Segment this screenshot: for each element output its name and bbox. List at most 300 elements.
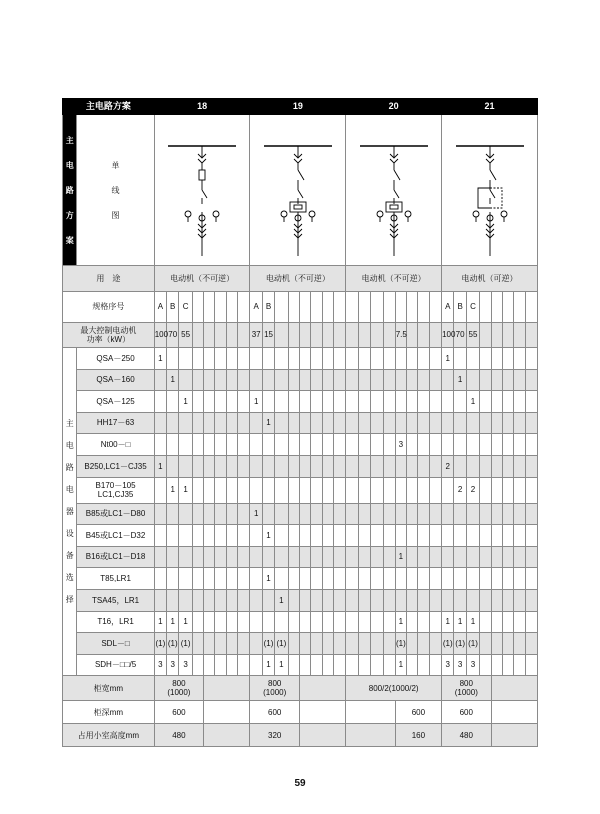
grid-cell (226, 589, 237, 611)
grid-cell (454, 568, 466, 590)
grid-cell (371, 369, 384, 391)
single-line-diagram (162, 120, 242, 260)
scheme-diagram-cell (154, 115, 250, 266)
grid-cell (167, 525, 179, 547)
grid-cell (204, 434, 215, 456)
grid-cell (167, 455, 179, 477)
scheme-number: 19 (250, 99, 346, 115)
grid-cell (514, 503, 525, 525)
grid-cell: 1 (179, 477, 192, 503)
grid-cell (466, 348, 479, 370)
grid-cell (333, 568, 345, 590)
grid-cell (514, 654, 525, 676)
grid-cell: 1 (250, 391, 262, 413)
grid-cell (384, 434, 395, 456)
empty-cell (491, 701, 537, 724)
grid-cell (333, 292, 345, 323)
grid-cell (514, 546, 525, 568)
grid-cell (192, 525, 203, 547)
empty-cell (204, 724, 250, 747)
grid-cell (442, 546, 454, 568)
grid-cell (346, 589, 358, 611)
width-row-value: 800 (1000) (442, 676, 491, 701)
grid-cell: 1 (179, 611, 192, 633)
grid-cell (346, 568, 358, 590)
scheme-number: 20 (346, 99, 442, 115)
grid-cell (322, 412, 333, 434)
usage-label: 用 途 (63, 266, 155, 292)
grid-cell (299, 611, 310, 633)
grid-cell (480, 348, 491, 370)
grid-cell: 1 (442, 611, 454, 633)
grid-cell: 1 (442, 348, 454, 370)
grid-cell (371, 503, 384, 525)
grid-cell (429, 611, 441, 633)
grid-cell (179, 589, 192, 611)
grid-cell (502, 525, 513, 547)
grid-cell (204, 369, 215, 391)
grid-cell: A (154, 292, 166, 323)
grid-cell: C (466, 292, 479, 323)
grid-cell (502, 568, 513, 590)
grid-cell (311, 455, 322, 477)
device-name: QSA－160 (77, 369, 154, 391)
diagram-label-char: 图 (111, 210, 120, 220)
grid-cell (346, 323, 358, 348)
grid-cell (226, 323, 237, 348)
device-row (63, 589, 538, 611)
grid-cell (333, 654, 345, 676)
width-row-value: 800/2(1000/2) (346, 676, 442, 701)
grid-cell (215, 348, 226, 370)
grid-cell: (1) (454, 633, 466, 655)
grid-cell (288, 589, 299, 611)
grid-cell (311, 525, 322, 547)
grid-cell (215, 568, 226, 590)
grid-cell (192, 503, 203, 525)
device-name: B45或LC1－D32 (77, 525, 154, 547)
grid-cell (250, 477, 262, 503)
grid-cell (167, 589, 179, 611)
grid-cell (250, 633, 262, 655)
device-name: Nt00－□ (77, 434, 154, 456)
grid-cell (346, 412, 358, 434)
grid-cell (322, 611, 333, 633)
grid-cell (322, 369, 333, 391)
grid-cell: 1 (454, 611, 466, 633)
grid-cell: 3 (442, 654, 454, 676)
grid-cell (204, 412, 215, 434)
grid-cell (407, 292, 418, 323)
grid-cell (466, 455, 479, 477)
grid-cell: A (250, 292, 262, 323)
grid-cell (371, 455, 384, 477)
device-name: SDL－□ (77, 633, 154, 655)
grid-cell (299, 323, 310, 348)
grid-cell (262, 391, 274, 413)
grid-cell (371, 434, 384, 456)
grid-cell (466, 546, 479, 568)
grid-cell: 1 (167, 369, 179, 391)
empty-cell (346, 701, 395, 724)
grid-cell: (1) (442, 633, 454, 655)
grid-cell (358, 455, 370, 477)
grid-cell (371, 292, 384, 323)
grid-cell: (1) (466, 633, 479, 655)
grid-cell (371, 391, 384, 413)
empty-cell (299, 724, 345, 747)
section-char: 主 (65, 135, 74, 145)
grid-cell (154, 434, 166, 456)
depth-row-label: 柜深mm (63, 701, 155, 724)
grid-cell (454, 412, 466, 434)
grid-cell (346, 503, 358, 525)
empty-cell (299, 701, 345, 724)
depth-row (63, 701, 538, 724)
grid-cell (226, 633, 237, 655)
grid-cell (418, 292, 429, 323)
grid-cell: 2 (454, 477, 466, 503)
grid-cell (179, 348, 192, 370)
grid-cell (358, 292, 370, 323)
grid-cell (514, 412, 525, 434)
grid-cell (525, 455, 538, 477)
grid-cell (429, 348, 441, 370)
grid-cell (395, 292, 406, 323)
grid-cell (491, 546, 502, 568)
grid-cell (311, 292, 322, 323)
grid-cell (204, 654, 215, 676)
grid-cell (192, 455, 203, 477)
grid-cell: 3 (154, 654, 166, 676)
grid-cell (358, 434, 370, 456)
section-char: 路 (65, 462, 74, 472)
grid-cell (204, 611, 215, 633)
device-row (63, 412, 538, 434)
grid-cell (358, 546, 370, 568)
grid-cell (215, 654, 226, 676)
grid-cell (215, 391, 226, 413)
grid-cell (502, 323, 513, 348)
grid-cell (395, 568, 406, 590)
grid-cell (204, 391, 215, 413)
grid-cell (418, 348, 429, 370)
grid-cell (491, 323, 502, 348)
grid-cell (502, 477, 513, 503)
grid-cell (154, 503, 166, 525)
grid-cell (238, 654, 250, 676)
grid-cell: A (442, 292, 454, 323)
grid-cell (179, 369, 192, 391)
grid-cell (418, 369, 429, 391)
grid-cell (454, 455, 466, 477)
grid-cell (480, 455, 491, 477)
height-row-value: 480 (442, 724, 491, 747)
grid-cell (226, 503, 237, 525)
grid-cell (288, 455, 299, 477)
grid-cell (429, 292, 441, 323)
grid-cell (407, 503, 418, 525)
grid-cell (525, 477, 538, 503)
grid-cell (333, 323, 345, 348)
grid-cell (262, 611, 274, 633)
grid-cell: B (262, 292, 274, 323)
device-row (63, 348, 538, 370)
grid-cell (179, 568, 192, 590)
grid-cell (454, 503, 466, 525)
grid-cell: 1 (395, 546, 406, 568)
grid-cell (371, 633, 384, 655)
grid-cell (466, 412, 479, 434)
grid-cell: C (179, 292, 192, 323)
grid-cell (454, 546, 466, 568)
scheme-diagram-cell (346, 115, 442, 266)
grid-cell (491, 633, 502, 655)
grid-cell (502, 348, 513, 370)
grid-cell (179, 412, 192, 434)
grid-cell: 1 (262, 654, 274, 676)
grid-cell (371, 477, 384, 503)
grid-cell (333, 546, 345, 568)
grid-cell (333, 611, 345, 633)
grid-cell (311, 546, 322, 568)
grid-cell (288, 412, 299, 434)
device-row (63, 391, 538, 413)
grid-cell (371, 546, 384, 568)
grid-cell (311, 412, 322, 434)
diagram-label-char: 线 (111, 185, 120, 195)
device-name: B170－105 LC1,CJ35 (77, 477, 154, 503)
grid-cell (192, 568, 203, 590)
grid-cell (429, 455, 441, 477)
grid-cell: 1 (454, 369, 466, 391)
grid-cell (154, 391, 166, 413)
grid-cell (358, 633, 370, 655)
single-line-diagram (258, 120, 338, 260)
grid-cell (288, 633, 299, 655)
grid-cell (288, 323, 299, 348)
grid-cell (418, 611, 429, 633)
grid-cell (204, 633, 215, 655)
grid-cell (358, 589, 370, 611)
grid-cell (491, 477, 502, 503)
grid-cell (502, 455, 513, 477)
grid-cell (215, 611, 226, 633)
grid-cell (238, 323, 250, 348)
grid-cell (407, 568, 418, 590)
grid-cell (299, 477, 310, 503)
grid-cell (371, 611, 384, 633)
grid-cell (442, 434, 454, 456)
grid-cell (322, 434, 333, 456)
grid-cell (346, 391, 358, 413)
grid-cell (204, 525, 215, 547)
grid-cell (395, 477, 406, 503)
grid-cell (418, 633, 429, 655)
grid-cell (480, 654, 491, 676)
grid-cell (250, 546, 262, 568)
grid-cell (407, 654, 418, 676)
grid-cell (466, 503, 479, 525)
grid-cell (480, 503, 491, 525)
grid-cell (154, 568, 166, 590)
device-row (63, 546, 538, 568)
grid-cell (179, 525, 192, 547)
grid-cell: (1) (179, 633, 192, 655)
grid-cell (333, 477, 345, 503)
page-number: 59 (294, 778, 306, 789)
grid-cell (333, 455, 345, 477)
grid-cell (358, 654, 370, 676)
grid-cell (299, 348, 310, 370)
grid-cell (491, 611, 502, 633)
grid-cell (371, 525, 384, 547)
grid-cell (418, 654, 429, 676)
grid-cell (371, 654, 384, 676)
grid-cell (322, 654, 333, 676)
grid-cell (454, 348, 466, 370)
device-row (63, 477, 538, 503)
grid-cell (167, 568, 179, 590)
grid-cell (299, 369, 310, 391)
grid-cell (288, 434, 299, 456)
device-name: B250,LC1－CJ35 (77, 455, 154, 477)
grid-cell (275, 369, 288, 391)
grid-cell (502, 633, 513, 655)
grid-cell (491, 589, 502, 611)
empty-cell (491, 724, 537, 747)
device-row (63, 525, 538, 547)
grid-cell (333, 369, 345, 391)
grid-cell (204, 503, 215, 525)
grid-cell (491, 525, 502, 547)
section-char: 电 (65, 484, 74, 494)
grid-cell (514, 455, 525, 477)
grid-cell (407, 633, 418, 655)
grid-cell (384, 525, 395, 547)
grid-cell (525, 633, 538, 655)
grid-cell (238, 477, 250, 503)
grid-cell (407, 412, 418, 434)
grid-cell (226, 546, 237, 568)
grid-cell (371, 323, 384, 348)
grid-cell (525, 525, 538, 547)
grid-cell (407, 546, 418, 568)
grid-cell (215, 633, 226, 655)
section-char: 路 (65, 185, 74, 195)
grid-cell (502, 503, 513, 525)
grid-cell (384, 323, 395, 348)
grid-cell (333, 503, 345, 525)
grid-cell (299, 434, 310, 456)
grid-cell (238, 503, 250, 525)
grid-cell (167, 434, 179, 456)
grid-cell (480, 434, 491, 456)
grid-cell (407, 525, 418, 547)
section-char: 选 (65, 572, 74, 582)
device-row (63, 654, 538, 676)
grid-cell (154, 369, 166, 391)
grid-cell (275, 391, 288, 413)
empty-cell (204, 701, 250, 724)
usage-value: 电动机（不可逆） (154, 266, 250, 292)
grid-cell (288, 292, 299, 323)
grid-cell (333, 391, 345, 413)
section-char: 案 (65, 235, 74, 245)
section-char: 择 (65, 594, 74, 604)
grid-cell (311, 503, 322, 525)
grid-cell (442, 568, 454, 590)
grid-cell (238, 611, 250, 633)
single-line-diagram (354, 120, 434, 260)
grid-cell (192, 589, 203, 611)
grid-cell (371, 568, 384, 590)
grid-cell (514, 477, 525, 503)
grid-cell (333, 348, 345, 370)
grid-cell (429, 589, 441, 611)
usage-value: 电动机（不可逆） (250, 266, 346, 292)
grid-cell (322, 455, 333, 477)
grid-cell (288, 611, 299, 633)
grid-cell (384, 391, 395, 413)
device-name: B16或LC1－D18 (77, 546, 154, 568)
grid-cell (395, 455, 406, 477)
grid-cell (491, 369, 502, 391)
grid-cell (358, 348, 370, 370)
grid-cell: 1 (262, 525, 274, 547)
grid-cell (346, 348, 358, 370)
grid-cell: 1 (167, 477, 179, 503)
spec-row (63, 292, 538, 323)
grid-cell (275, 434, 288, 456)
grid-cell (262, 369, 274, 391)
grid-cell (333, 434, 345, 456)
grid-cell (346, 525, 358, 547)
grid-cell (395, 525, 406, 547)
width-row-label: 柜宽mm (63, 676, 155, 701)
depth-row-value: 600 (154, 701, 203, 724)
grid-cell (502, 391, 513, 413)
grid-cell (238, 412, 250, 434)
grid-cell (407, 589, 418, 611)
grid-cell (192, 654, 203, 676)
grid-cell (215, 292, 226, 323)
grid-cell (525, 568, 538, 590)
grid-cell (192, 611, 203, 633)
grid-cell (226, 455, 237, 477)
grid-cell (154, 412, 166, 434)
grid-cell (442, 503, 454, 525)
grid-cell: 1 (167, 611, 179, 633)
device-name: T85,LR1 (77, 568, 154, 590)
height-row-value: 320 (250, 724, 299, 747)
grid-cell (454, 589, 466, 611)
grid-cell (407, 477, 418, 503)
grid-cell (204, 348, 215, 370)
grid-cell: 1 (154, 455, 166, 477)
grid-cell (346, 611, 358, 633)
grid-cell (358, 323, 370, 348)
grid-cell (215, 412, 226, 434)
grid-cell: 15 (262, 323, 274, 348)
grid-cell (384, 503, 395, 525)
grid-cell (480, 525, 491, 547)
grid-cell (262, 455, 274, 477)
scheme-diagram-cell (250, 115, 346, 266)
grid-cell: 100 (154, 323, 166, 348)
grid-cell (429, 323, 441, 348)
device-name: TSA45，LR1 (77, 589, 154, 611)
